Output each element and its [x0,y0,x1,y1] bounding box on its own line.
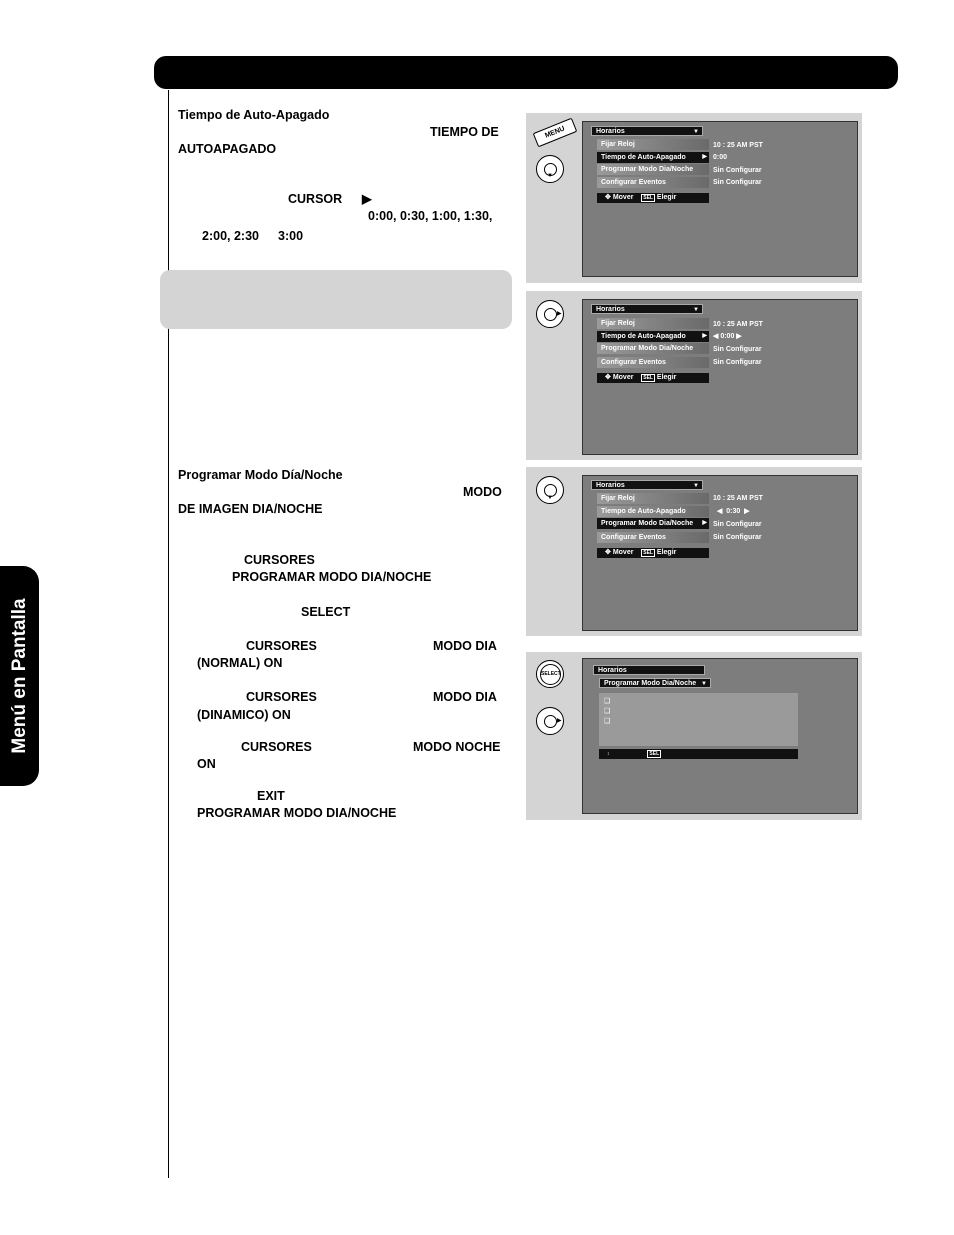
column-divider [168,90,169,1178]
modo-noche: MODO NOCHE [413,740,501,754]
tv-menu-title: Horarios [593,665,705,675]
section1-line1-right: TIEMPO DE [430,125,499,139]
exit-label: EXIT [257,789,285,803]
screen-panel-2 [526,291,862,460]
tv-value-eventos: Sin Configurar [713,359,762,366]
select-label: SELECT [301,605,351,619]
tv-screen-1 [582,121,858,277]
cursor-arrow-icon: ▶ [362,192,372,206]
move-arrows-icon: ✥ [605,194,611,201]
header-bar [154,56,898,89]
move-arrows-icon: ✥ [605,374,611,381]
checkbox-icon[interactable]: ❑ [604,718,611,725]
menu-button[interactable]: MENU [533,118,578,148]
up-down-arrows-icon: ↕ [607,751,610,757]
tv-menu-title: Horarios ▼ [591,126,703,136]
tv-menu-title: Horarios ▼ [591,304,703,314]
screen-panel-3 [526,467,862,636]
tv-item-auto-apagado[interactable]: Tiempo de Auto-Apagado ▶ [597,331,709,342]
remote-cursor-right-button[interactable]: ▶ [536,300,564,328]
checkbox-icon[interactable]: ❑ [604,698,611,705]
tv-value-auto-apagado: 0:00 [713,154,728,161]
tv-menu-title: Horarios ▼ [591,480,703,490]
tv-help-bar: ✥ Mover SEL Elegir [597,373,709,383]
tv-value-clock: 10 : 25 AM PST [713,321,763,328]
tv-screen-3 [582,475,858,631]
section1-heading: Tiempo de Auto-Apagado [178,108,330,122]
screen-panel-1 [526,113,862,283]
tv-screen-2 [582,299,858,455]
tv-item-eventos[interactable]: Configurar Eventos [597,177,709,188]
cursor-label: CURSOR [288,192,343,206]
tv-options-box [599,693,798,746]
tv-value-eventos: Sin Configurar [713,534,762,541]
tv-value-modo: Sin Configurar [713,346,762,353]
checkbox-icon[interactable]: ❑ [604,708,611,715]
tv-value-auto-apagado: ◀ 0:00 ▶ [713,333,742,340]
dinamico-on: (DINAMICO) ON [197,708,291,722]
tv-item-fijar-reloj[interactable]: Fijar Reloj [597,139,709,150]
on-label: ON [197,757,216,771]
tv-value-clock: 10 : 25 AM PST [713,495,763,502]
move-arrows-icon: ✥ [605,549,611,556]
remote-cursor-down-button[interactable]: ▼ [536,155,564,183]
tv-item-modo-dia-noche[interactable]: Programar Modo Dia/Noche ▶ [597,518,709,529]
tv-item-auto-apagado[interactable]: Tiempo de Auto-Apagado [597,506,709,517]
tv-help-bar: ✥ Mover SEL Elegir [597,193,709,203]
tv-value-modo: Sin Configurar [713,521,762,528]
cursores-4: CURSORES [241,740,312,754]
tv-value-eventos: Sin Configurar [713,179,762,186]
tv-item-modo-dia-noche[interactable]: Programar Modo Dia/Noche [597,164,709,175]
section2-line2-left: DE IMAGEN DIA/NOCHE [178,502,323,516]
modo-dia-1: MODO DIA [433,639,497,653]
tv-item-modo-dia-noche[interactable]: Programar Modo Dia/Noche [597,343,709,354]
programar-1: PROGRAMAR MODO DIA/NOCHE [232,570,432,584]
tv-help-bar: ↕ SEL [599,749,798,759]
programar-2: PROGRAMAR MODO DIA/NOCHE [197,806,397,820]
section2-heading: Programar Modo Día/Noche [178,468,343,482]
tv-item-fijar-reloj[interactable]: Fijar Reloj [597,318,709,329]
cursores-2: CURSORES [246,639,317,653]
tv-screen-4 [582,658,858,814]
section2-line1-right: MODO [463,485,502,499]
tv-submenu-title: Programar Modo Dia/Noche ▼ [599,678,711,688]
tv-item-auto-apagado[interactable]: Tiempo de Auto-Apagado ▶ [597,152,709,163]
section1-line2-left: AUTOAPAGADO [178,142,277,156]
times-line2-a: 2:00, 2:30 [202,229,259,243]
tv-value-auto-apagado: ◀ 0:30 ▶ [717,508,750,515]
tv-value-modo: Sin Configurar [713,167,762,174]
modo-dia-2: MODO DIA [433,690,497,704]
tv-value-clock: 10 : 25 AM PST [713,142,763,149]
remote-cursor-down-button[interactable]: ▼ [536,476,564,504]
remote-cursor-right-button[interactable]: ▶ [536,707,564,735]
tv-item-fijar-reloj[interactable]: Fijar Reloj [597,493,709,504]
tv-help-bar: ✥ Mover SEL Elegir [597,548,709,558]
cursores-1: CURSORES [244,553,315,567]
cursores-3: CURSORES [246,690,317,704]
times-line2-b: 3:00 [278,229,304,243]
tv-item-eventos[interactable]: Configurar Eventos [597,357,709,368]
select-button[interactable]: SELECT [536,660,564,688]
note-box [160,270,512,329]
screen-panel-4 [526,652,862,820]
normal-on: (NORMAL) ON [197,656,283,670]
times-line1: 0:00, 0:30, 1:00, 1:30, [368,209,493,223]
tv-item-eventos[interactable]: Configurar Eventos [597,532,709,543]
side-tab-label: Menú en Pantalla [9,598,30,754]
